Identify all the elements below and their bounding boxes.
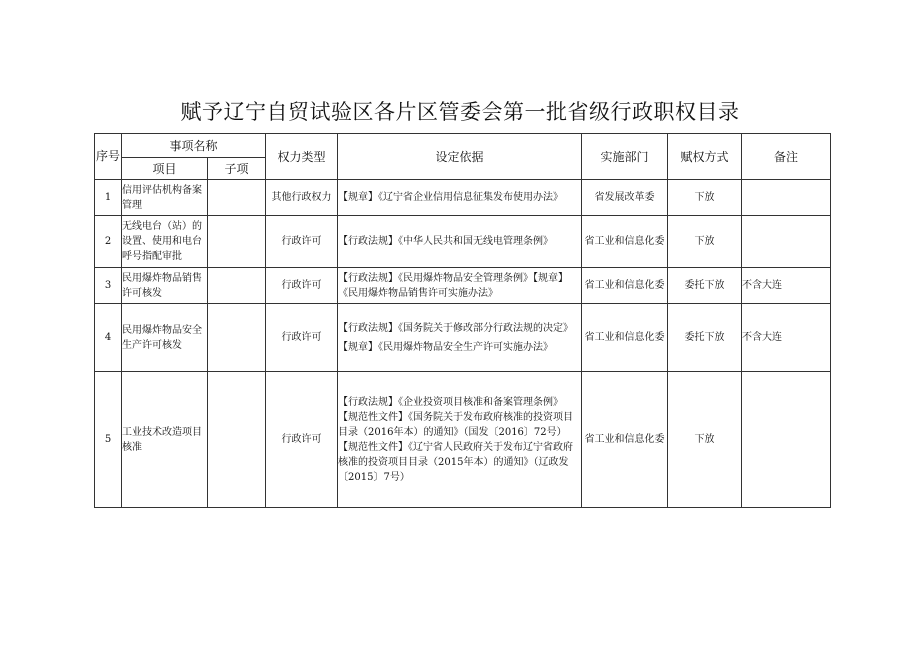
basis-line: 【行政法规】《企业投资项目核准和备案管理条例》 [338, 396, 564, 408]
basis-line: 【规范性文件】《辽宁省人民政府关于发布辽宁省政府核准的投资项目目录（2015年本）的通知》（辽政发〔2015〕7号） [338, 441, 574, 483]
row-item: 工业技术改造项目核准 [122, 372, 208, 508]
row-seq: 4 [95, 304, 122, 372]
row-sub-item [208, 268, 266, 304]
row-item: 信用评估机构备案管理 [122, 180, 208, 216]
row-seq: 1 [95, 180, 122, 216]
row-remarks [742, 372, 831, 508]
row-item: 民用爆炸物品销售许可核发 [122, 268, 208, 304]
row-basis [338, 268, 582, 304]
basis-line: 【规范性文件】《国务院关于发布政府核准的投资项目目录（2016年本）的通知》（国发〔2016〕72号） [338, 411, 574, 438]
table-row [95, 180, 831, 216]
row-power-type: 行政许可 [266, 304, 338, 372]
row-sub-item [208, 372, 266, 508]
table-row [95, 216, 831, 268]
row-remarks [742, 216, 831, 268]
power-catalog-table [94, 133, 831, 508]
header-department: 实施部门 [582, 134, 668, 180]
row-grant-method: 委托下放 [668, 268, 742, 304]
row-power-type: 行政许可 [266, 268, 338, 304]
row-item: 民用爆炸物品安全生产许可核发 [122, 304, 208, 372]
basis-line: 【规章】《民用爆炸物品安全生产许可实施办法》 [338, 341, 554, 353]
row-remarks: 不含大连 [742, 268, 831, 304]
table-row [95, 268, 831, 304]
row-remarks: 不含大连 [742, 304, 831, 372]
header-power-type: 权力类型 [266, 134, 338, 180]
page-title: 赋予辽宁自贸试验区各片区管委会第一批省级行政职权目录 [180, 100, 740, 124]
header-grant-method: 赋权方式 [668, 134, 742, 180]
row-power-type: 行政许可 [266, 216, 338, 268]
row-basis [338, 216, 582, 268]
row-sub-item [208, 180, 266, 216]
header-basis: 设定依据 [338, 134, 582, 180]
row-department: 省工业和信息化委 [582, 268, 668, 304]
row-seq: 5 [95, 372, 122, 508]
row-grant-method: 委托下放 [668, 304, 742, 372]
row-grant-method: 下放 [668, 180, 742, 216]
header-sub-item: 子项 [208, 158, 266, 180]
header-item: 项目 [122, 158, 208, 180]
header-seq-label: 序号 [95, 149, 120, 163]
row-department: 省工业和信息化委 [582, 216, 668, 268]
basis-line: 【行政法规】《民用爆炸物品安全管理条例》【规章】《民用爆炸物品销售许可实施办法》 [338, 272, 569, 299]
row-basis [338, 372, 582, 508]
row-grant-method: 下放 [668, 216, 742, 268]
table-body [95, 180, 831, 508]
row-sub-item [208, 304, 266, 372]
row-item: 无线电台（站）的设置、使用和电台呼号指配审批 [122, 216, 208, 268]
basis-line: 【规章】《辽宁省企业信用信息征集发布使用办法》 [338, 192, 564, 203]
row-remarks [742, 180, 831, 216]
row-seq: 3 [95, 268, 122, 304]
row-basis [338, 180, 582, 216]
table-row [95, 372, 831, 508]
header-item-name: 事项名称 [122, 134, 266, 158]
row-power-type: 其他行政权力 [266, 180, 338, 216]
row-sub-item [208, 216, 266, 268]
header-row-top [95, 134, 831, 158]
basis-line: 【行政法规】《中华人民共和国无线电管理条例》 [338, 236, 554, 247]
row-department: 省工业和信息化委 [582, 304, 668, 372]
row-department: 省工业和信息化委 [582, 372, 668, 508]
row-basis [338, 304, 582, 372]
header-seq [95, 134, 122, 180]
row-seq: 2 [95, 216, 122, 268]
table-row [95, 304, 831, 372]
header-remarks: 备注 [742, 134, 831, 180]
basis-line: 【行政法规】《国务院关于修改部分行政法规的决定》 [338, 322, 574, 334]
row-power-type: 行政许可 [266, 372, 338, 508]
row-department: 省发展改革委 [582, 180, 668, 216]
row-grant-method: 下放 [668, 372, 742, 508]
